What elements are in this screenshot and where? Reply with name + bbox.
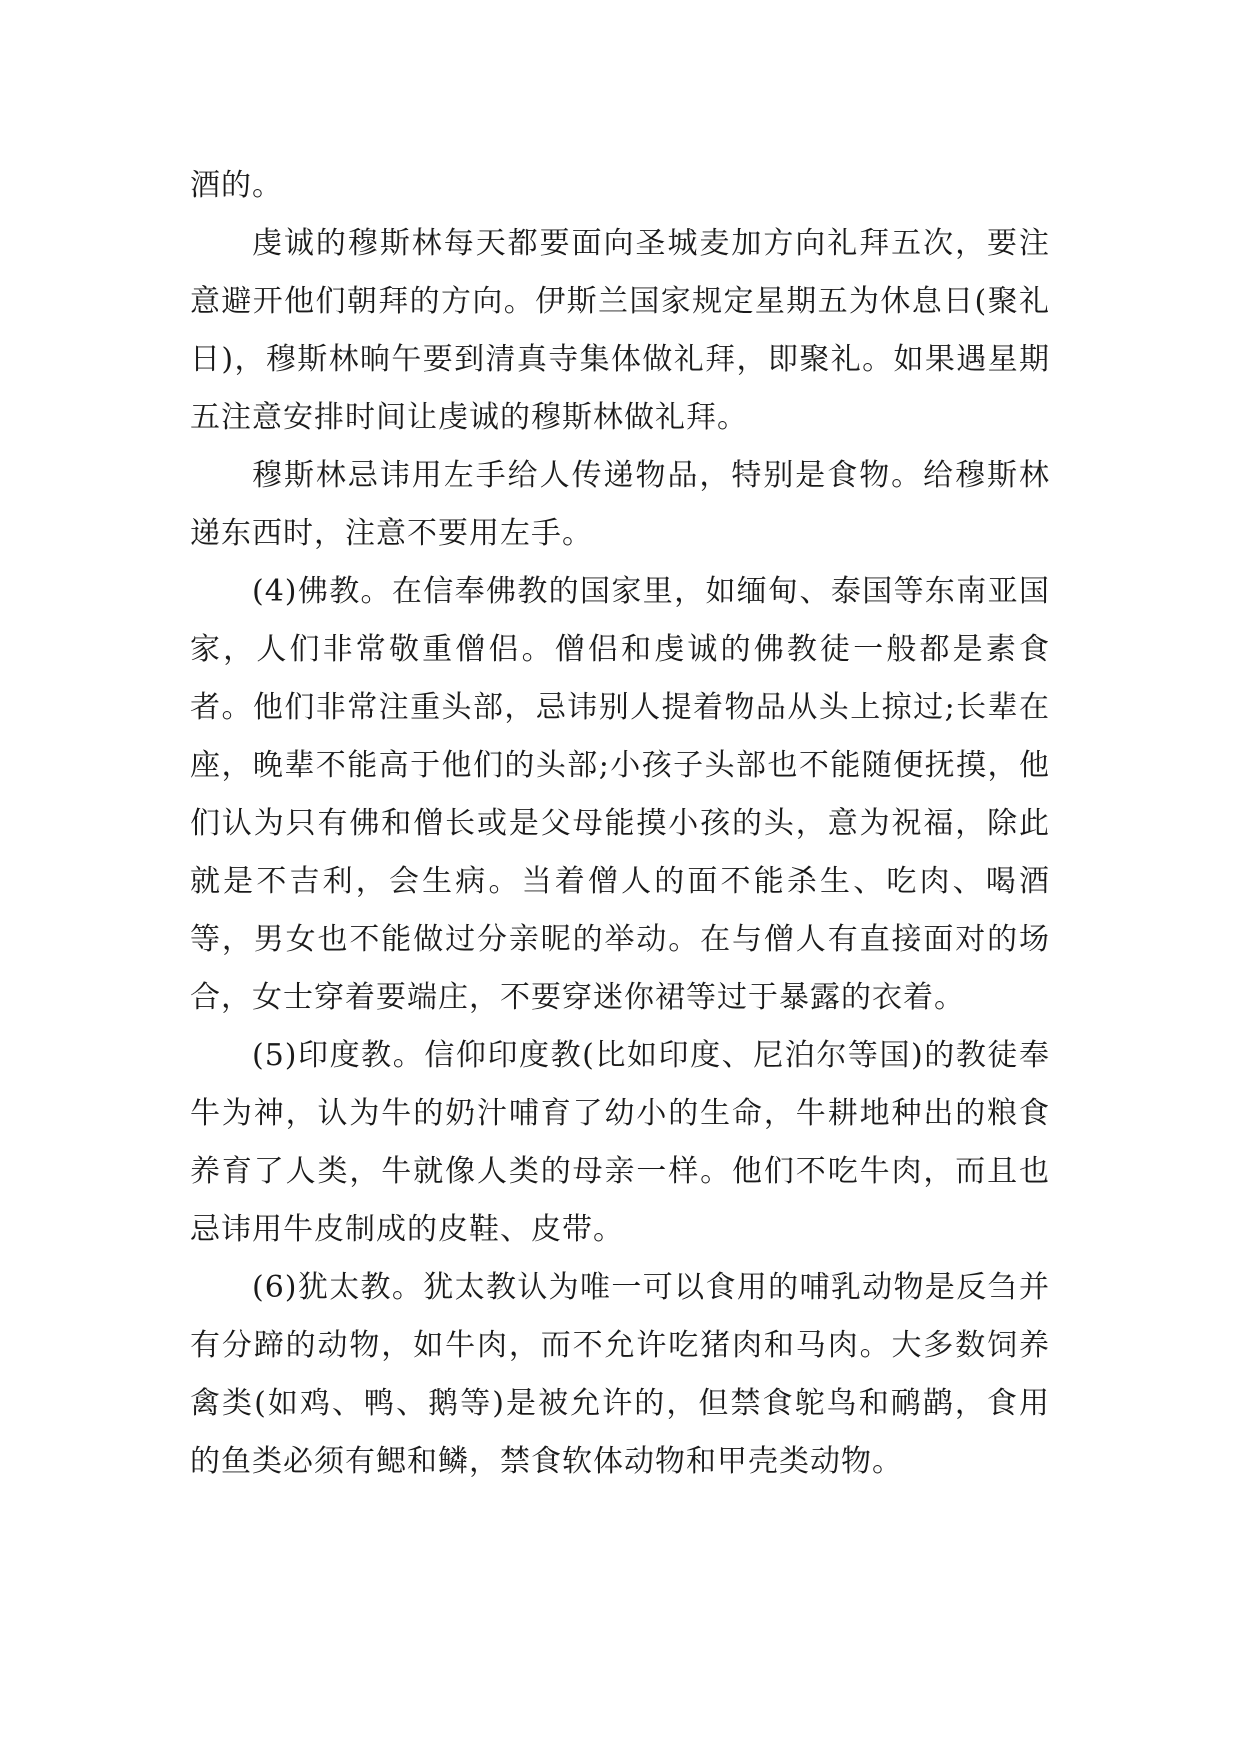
paragraph-hinduism: (5)印度教。信仰印度教(比如印度、尼泊尔等国)的教徒奉牛为神，认为牛的奶汁哺育了幼小的生命，牛耕地种出的粮食养育了人类，牛就像人类的母亲一样。他们不吃牛肉，而且也忌讳用牛皮制成的皮鞋、皮带。 (190, 1038, 1050, 1247)
paragraph-judaism: (6)犹太教。犹太教认为唯一可以食用的哺乳动物是反刍并有分蹄的动物，如牛肉，而不允许吃猪肉和马肉。大多数饲养禽类(如鸡、鸭、鹅等)是被允许的，但禁食鸵鸟和鸸鹋，食用的鱼类必须有鳃和鳞，禁食软体动物和甲壳类动物。 (190, 1270, 1050, 1479)
paragraph-continuation: 酒的。 (190, 168, 283, 203)
paragraph-muslim-prayer: 虔诚的穆斯林每天都要面向圣城麦加方向礼拜五次，要注意避开他们朝拜的方向。伊斯兰国家规定星期五为休息日(聚礼日)，穆斯林晌午要到清真寺集体做礼拜，即聚礼。如果遇星期五注意安排时间让虔诚的穆斯林做礼拜。 (190, 226, 1050, 435)
paragraph-buddhism: (4)佛教。在信奉佛教的国家里，如缅甸、泰国等东南亚国家，人们非常敬重僧侣。僧侣和虔诚的佛教徒一般都是素食者。他们非常注重头部，忌讳别人提着物品从头上掠过;长辈在座，晚辈不能高于他们的头部;小孩子头部也不能随便抚摸，他们认为只有佛和僧长或是父母能摸小孩的头，意为祝福，除此就是不吉利，会生病。当着僧人的面不能杀生、吃肉、喝酒等，男女也不能做过分亲昵的举动。在与僧人有直接面对的场合，女士穿着要端庄，不要穿迷你裙等过于暴露的衣着。 (190, 574, 1050, 1015)
paragraph-muslim-left-hand: 穆斯林忌讳用左手给人传递物品，特别是食物。给穆斯林递东西时，注意不要用左手。 (190, 458, 1050, 551)
body-text (190, 157, 1050, 1491)
